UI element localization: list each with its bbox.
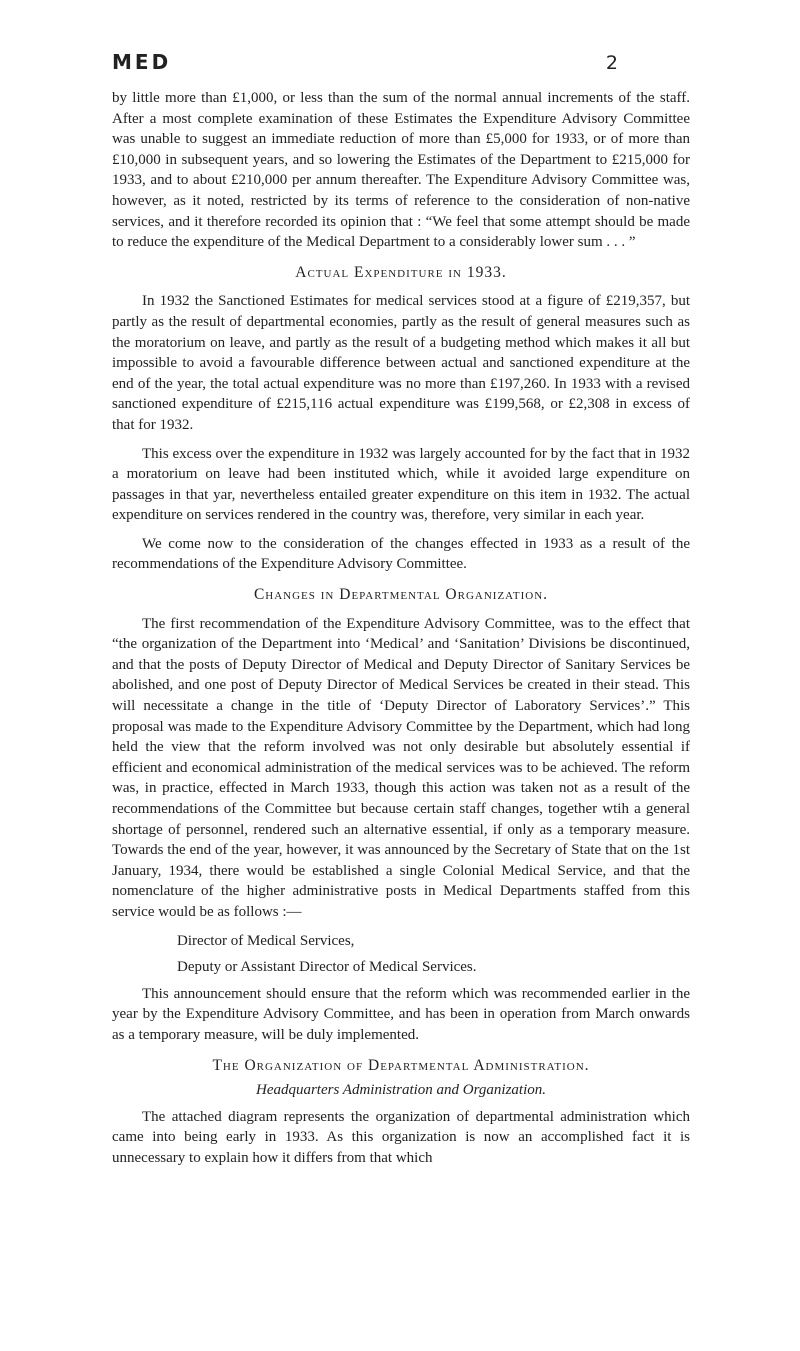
heading-organization: The Organization of Departmental Administration. — [212, 1056, 590, 1074]
heading-changes: Changes in Departmental Organization. — [253, 586, 549, 604]
list-item-deputy: Deputy or Assistant Director of Medical Services. — [177, 959, 477, 976]
paragraph-org-1: The attached diagram represents the organization of departmental administration which came into being early in 1933. As this organization is now an accomplished fact it is unnecessary to explain how it differs from that which — [112, 1108, 690, 1166]
paragraph-intro: by little more than £1,000, or less than the sum of the normal annual increments of the staff. After a most complete examination of these Estimates the Expenditure Advisory Committee was unable to suggest an immediate reduction of more than £5,000 for 1933, or of more than £10,000 in subsequent years, and so lowering the Estimates of the Department to £215,000 for 1933, and to about £210,000 per annum thereafter. The Expenditure Advisory Committee was, however, as it noted, restricted by its terms of reference to the consideration of non-native services, and it therefore recorded its opinion that : “We feel that some attempt should be made to reduce the expenditure of the Medical Department to a considerably lower sum . . . ” — [112, 90, 690, 251]
paragraph-changes-2: This announcement should ensure that the reform which was recommended earlier in the year by the Expenditure Advisory Committee, and has been in operation from March onwards as a temporary measure, will be duly implemented. — [112, 985, 690, 1043]
page-header — [112, 50, 688, 74]
paragraph-actual-3: We come now to the consideration of the changes effected in 1933 as a result of the recommendations of the Expenditure Advisory Committee. — [112, 535, 690, 573]
heading-actual-expenditure: Actual Expenditure in 1933. — [295, 263, 507, 281]
running-head: MED — [112, 50, 172, 74]
subheading-headquarters: Headquarters Administration and Organization. — [255, 1082, 547, 1099]
list-item-director: Director of Medical Services, — [177, 932, 355, 949]
page-number: 2 — [605, 52, 618, 74]
paragraph-changes-1: The first recommendation of the Expenditure Advisory Committee, was to the effect that “the organization of the Department into ‘Medical’ and ‘Sanitation’ Divisions be discontinued, and that the posts of Deputy Director of Medical and Deputy Director of Sanitary Services be abolished, and one post of Deputy Director of Medical Services be created in their stead. This will necessitate a change in the title of ‘Deputy Director of Laboratory Services’.” This proposal was made to the Expenditure Advisory Committee by the Department, which had long held the view that the reform involved was not only desirable but absolutely essential if efficient and economical administration of the medical services was to be achieved. The reform was, in practice, effected in March 1933, though this action was taken not as a result of the recommendations of the Committee but because certain staff changes, together wtih a general shortage of personnel, rendered such an alternative essential, if only as a temporary measure. Towards the end of the year, however, it was announced by the Secretary of State that on the 1st January, 1934, there would be established a single Colonial Medical Service, and that the nomenclature of the higher administrative posts in Medical Departments staffed from this service would be as follows :— — [112, 615, 690, 920]
paragraph-actual-2: This excess over the expenditure in 1932 was largely accounted for by the fact that in 1932 a moratorium on leave had been instituted which, while it avoided large expenditure on passages in that yar, nevertheless entailed greater expenditure on this item in 1932. The actual expenditure on services rendered in the country was, therefore, very similar in each year. — [112, 445, 690, 524]
body-text — [112, 88, 690, 1177]
paragraph-actual-1: In 1932 the Sanctioned Estimates for medical services stood at a figure of £219,357, but partly as the result of departmental economies, partly as the result of general measures such as the moratorium on leave, and partly as the result of a budgeting method which makes it all but impossible to avoid a favourable difference between actual and sanctioned expenditure at the end of the year, the total actual expenditure was no more than £197,260. In 1933 with a revised sanctioned expenditure of £215,116 actual expenditure was £199,568, or £2,308 in excess of that for 1932. — [112, 293, 690, 433]
